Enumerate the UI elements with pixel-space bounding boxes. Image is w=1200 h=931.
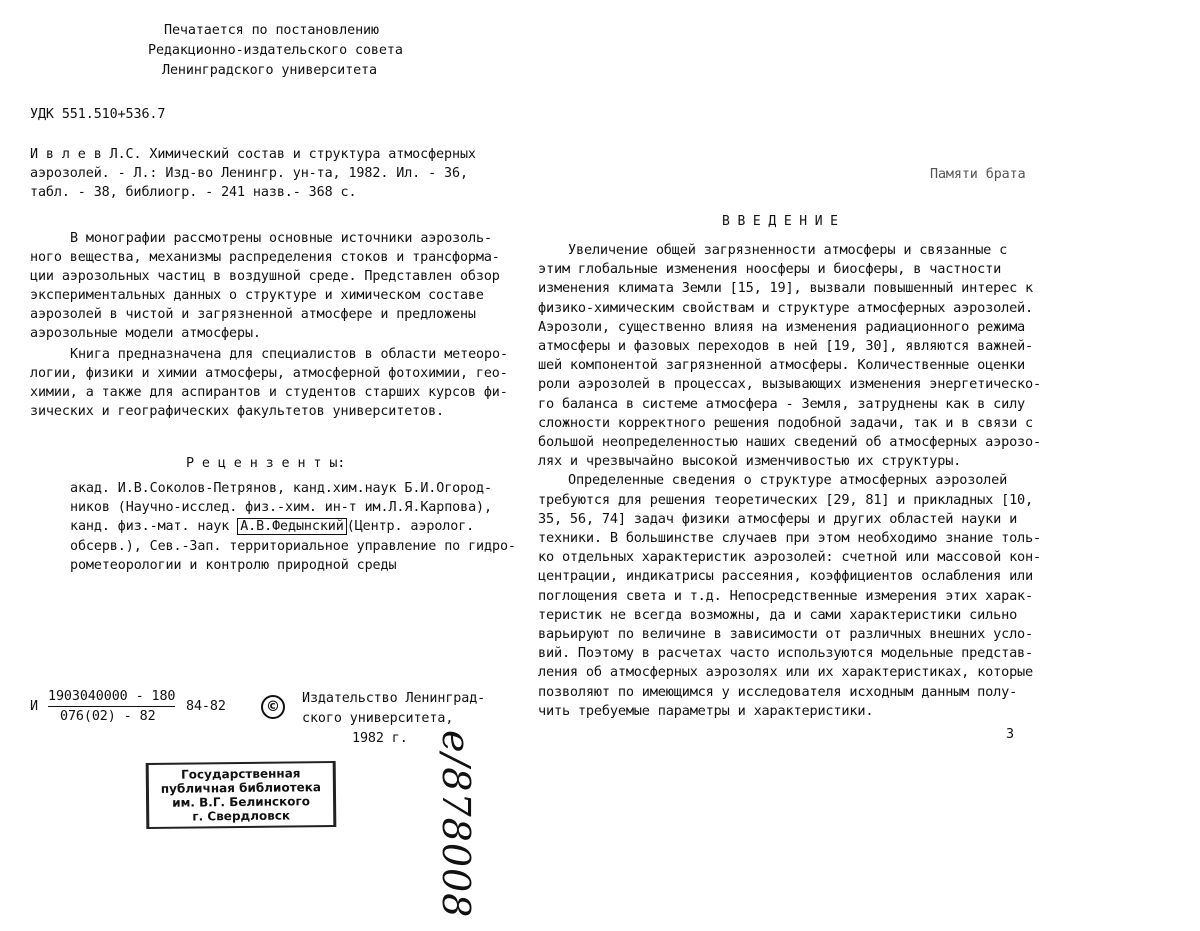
intro-line: требуются для решения теоретических [29, 81] и прикладных [10, <box>538 491 1034 508</box>
abstract-line: В монографии рассмотрены основные источники аэрозоль- <box>70 231 492 246</box>
reviewers-line <box>70 518 474 536</box>
intro-line: го баланса в системе атмосфера - Земля, затруднены как в силу <box>538 395 1026 412</box>
intro-line: вий. Поэтому в расчетах часто используются модельные представ- <box>538 645 1034 662</box>
intro-line: изменения климата Земли [15, 19], вызвали повышенный интерес к <box>538 280 1034 297</box>
udk-code: УДК 551.510+536.7 <box>30 107 166 122</box>
chapter-heading: В В Е Д Е Н И Е <box>722 214 838 229</box>
intro-line: Аэрозоли, существенно влияя на изменения радиационного режима <box>538 318 1026 335</box>
abstract-line: аэрозолей в чистой и загрязненной атмосфере и предложены <box>30 307 476 322</box>
publish-note-line: Редакционно-издательского совета <box>148 43 403 58</box>
biblio-line: аэрозолей. - Л.: Изд-во Ленингр. ун-та, 1982. Ил. - 36, <box>30 166 468 181</box>
intro-line: позволяют по имеющимся у исследователя исходным данным полу- <box>538 683 1018 700</box>
intro-line: шей компонентой загрязненной атмосферы. Количественные оценки <box>538 357 1026 374</box>
reviewers-line: акад. И.В.Соколов-Петрянов, канд.хим.наук Б.И.Огород- <box>70 481 492 496</box>
intro-line: Определенные сведения о структуре атмосферных аэрозолей <box>568 472 1008 489</box>
dedication: Памяти брата <box>930 167 1026 182</box>
publisher-line: 1982 г. <box>352 731 408 746</box>
intro-line: чить требуемые параметры и характеристики. <box>538 702 874 719</box>
abstract-line: Книга предназначена для специалистов в области метеоро- <box>70 347 508 362</box>
intro-line: теристик не всегда возможны, да и сами характеристики сильно <box>538 606 1018 623</box>
reviewer-name-boxed: А.В.Федынский <box>237 518 347 535</box>
intro-line: роли аэрозолей в процессах, вызывающих изменения энергетическо- <box>538 376 1042 393</box>
intro-line: ко отдельных характеристик аэрозолей: счетной или массовой кон- <box>538 549 1042 566</box>
publish-note-line: Печатается по постановлению <box>164 23 379 38</box>
imprint-suffix: 84-82 <box>186 699 226 714</box>
intro-line: варьируют по величине в зависимости от различных внешних усло- <box>538 626 1034 642</box>
abstract-line: химии, а также для аспирантов и студентов старших курсов фи- <box>30 385 508 400</box>
reviewer-institution: (Центр. аэролог. <box>346 519 475 534</box>
reviewer-degree: канд. физ.-мат. наук <box>70 519 230 534</box>
stamp-line: им. В.Г. Белинского <box>172 794 311 810</box>
imprint-prefix: И <box>30 699 38 714</box>
abstract-line: логии, физики и химии атмосферы, атмосферной фотохимии, гео- <box>30 366 508 381</box>
intro-line: атмосферы и фазовых переходов в ней [19, 30], являются важней- <box>538 338 1034 354</box>
publisher-line: ского университета, <box>302 711 454 726</box>
intro-line: ления об атмосферных аэрозолях или их характеристиках, которые <box>538 664 1034 681</box>
abstract-line: аэрозольные модели атмосферы. <box>30 326 261 341</box>
abstract-line: зических и географических факультетов университетов. <box>30 404 445 419</box>
publish-note-line: Ленинградского университета <box>162 63 377 78</box>
intro-line: 35, 56, 74] задач физики атмосферы и других областей науки и <box>538 510 1018 527</box>
biblio-line: табл. - 38, библиогр. - 241 назв.- 368 с. <box>30 185 357 200</box>
intro-line: большой неопределенностью наших сведений об атмосферных аэрозо- <box>538 434 1042 450</box>
intro-line: физико-химическим свойствам и структуре атмосферных аэрозолей. <box>538 299 1034 316</box>
biblio-line: И в л е в Л.С. Химический состав и структура атмосферных <box>30 147 476 162</box>
abstract-line: ного вещества, механизмы распределения стоков и трансформа- <box>30 250 500 265</box>
imprint-numerator: 1903040000 - 180 <box>48 688 175 707</box>
intro-line: этим глобальные изменения ноосферы и биосферы, в частности <box>538 261 1002 278</box>
intro-line: Увеличение общей загрязненности атмосферы и связанные с <box>568 242 1008 258</box>
handwritten-inventory-number: e/878008 <box>434 730 478 919</box>
library-stamp <box>146 761 337 829</box>
intro-line: сложности корректного решения подобной задачи, так и в связи с <box>538 414 1034 431</box>
reviewers-line: рометеорологии и контролю природной среды <box>70 558 397 573</box>
reviewers-line: ников (Научно-исслед. физ.-хим. ин-т им.Л.Я.Карпова), <box>70 500 492 515</box>
stamp-line: публичная библиотека <box>160 780 322 796</box>
intro-line: центрации, индикатрисы рассеяния, коэффициентов ослабления или <box>538 568 1034 585</box>
publisher-line: Издательство Ленинград- <box>302 691 486 706</box>
imprint-denominator: 076(02) - 82 <box>60 709 156 724</box>
intro-line: поглощения света и т.д. Непосредственные измерения этих харак- <box>538 587 1034 604</box>
stamp-line: Государственная <box>181 766 301 782</box>
intro-line: техники. В большинстве случаев при этом необходимо знание толь- <box>538 530 1042 546</box>
copyright-icon: © <box>261 695 285 719</box>
abstract-line: экспериментальных данных о структуре и химическом составе <box>30 288 484 303</box>
page-number: 3 <box>1006 727 1014 742</box>
abstract-line: ции аэрозольных частиц в воздушной среде. Представлен обзор <box>30 269 500 284</box>
intro-line: лях и чрезвычайно высокой изменчивостью их структуры. <box>538 453 962 470</box>
reviewers-line: обсерв.), Сев.-Зап. территориальное управление по гидро- <box>70 539 516 554</box>
stamp-line: г. Свердловск <box>192 808 291 824</box>
reviewers-heading: Р е ц е н з е н т ы: <box>186 456 346 471</box>
